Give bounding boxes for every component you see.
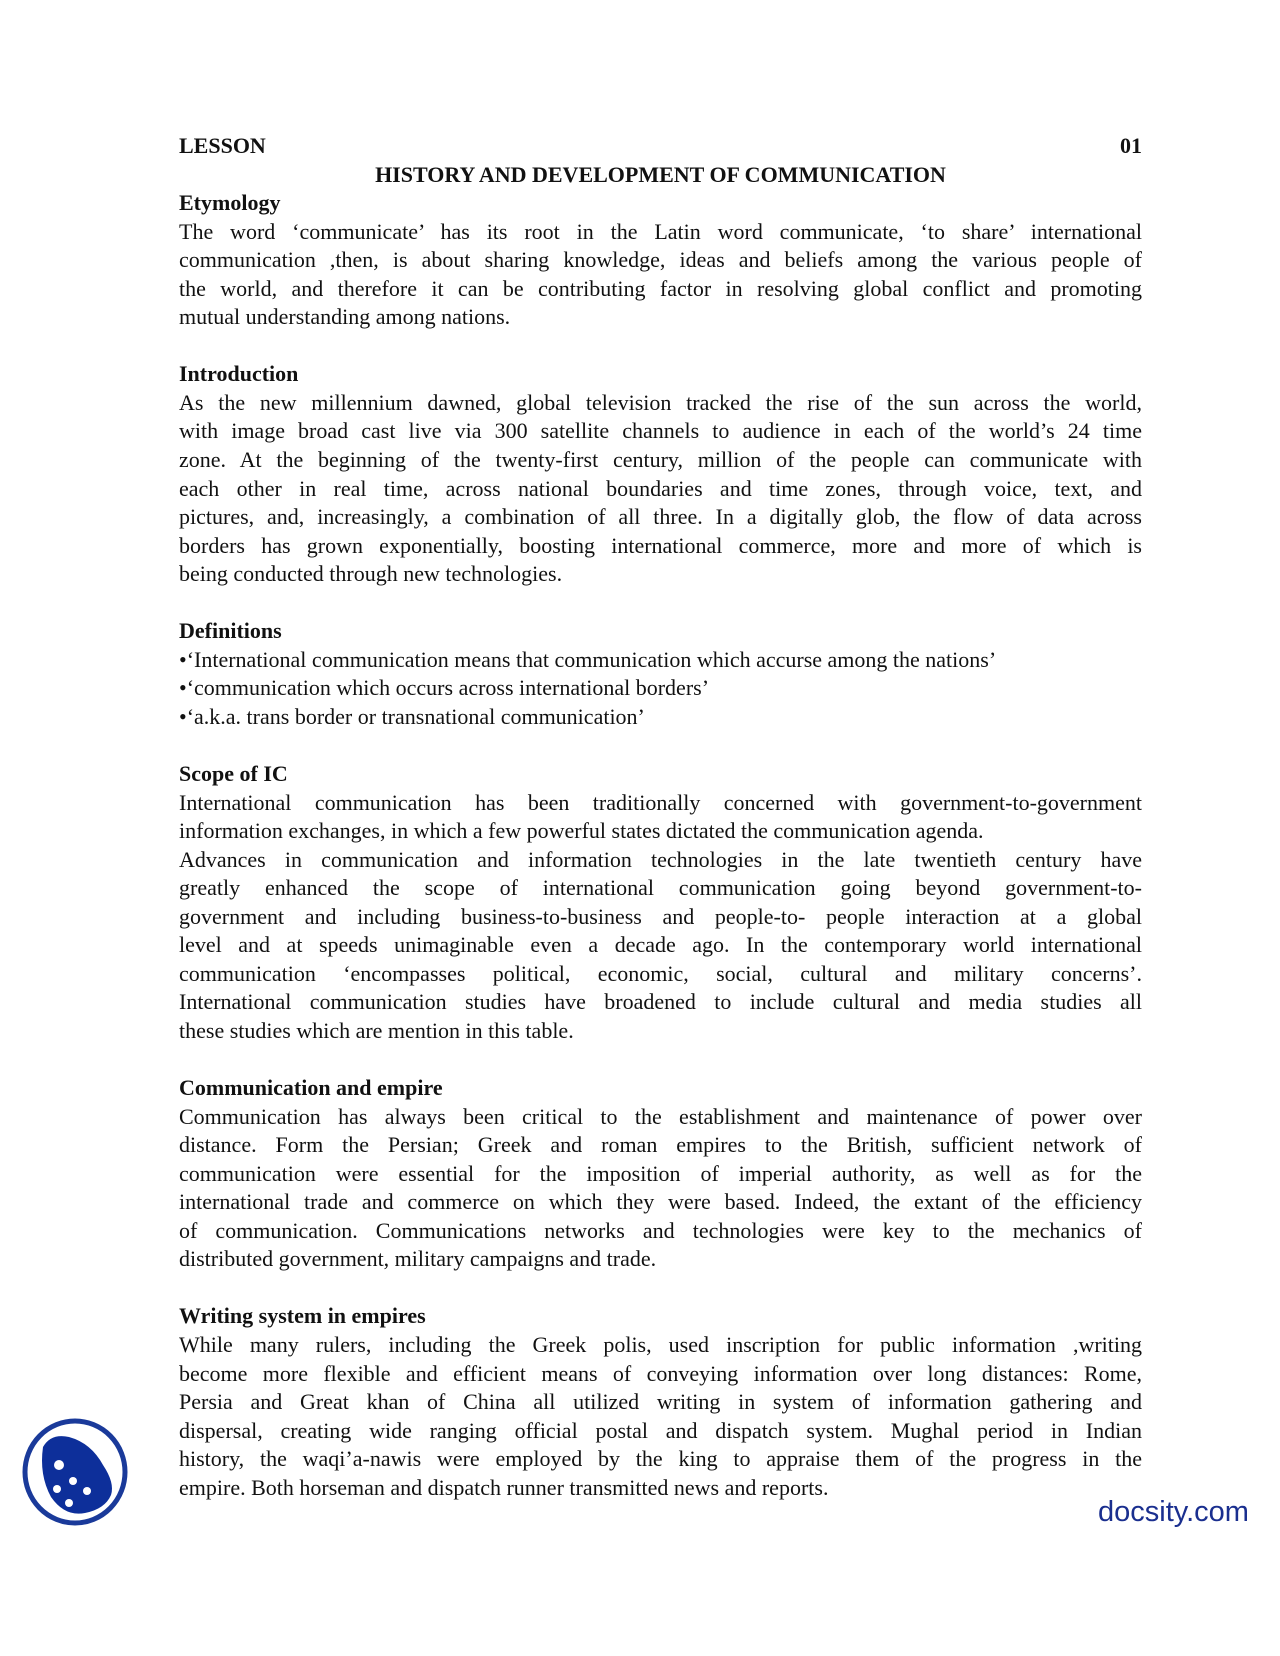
paragraph-line: these studies which are mention in this table. [179, 1017, 574, 1043]
paragraph-line: of communication. Communications networks and technologies were key to the mechanics of [179, 1217, 1142, 1243]
paragraph-line: While many rulers, including the Greek polis, used inscription for public information ,writing [179, 1331, 1142, 1357]
document-page [179, 132, 1142, 1502]
page-title: HISTORY AND DEVELOPMENT OF COMMUNICATION [375, 161, 946, 187]
paragraph-line: As the new millennium dawned, global television tracked the rise of the sun across the world, [179, 389, 1142, 415]
paragraph-line: information exchanges, in which a few powerful states dictated the communication agenda. [179, 818, 984, 844]
section-heading: Writing system in empires [179, 1303, 426, 1329]
paragraph-line: level and at speeds unimaginable even a decade ago. In the contemporary world international [179, 932, 1142, 958]
definition-bullet: •‘International communication means that communication which accurse among the nations’ [179, 646, 997, 672]
paragraph-line: pictures, and, increasingly, a combination of all three. In a digitally glob, the flow of data across [179, 504, 1142, 530]
paragraph-line: communication were essential for the imposition of imperial authority, as well as for the [179, 1160, 1142, 1186]
paragraph-line: International communication studies have broadened to include cultural and media studies all [179, 989, 1142, 1015]
spacer [179, 589, 1142, 618]
definition-bullet: •‘a.k.a. trans border or transnational communication’ [179, 703, 645, 729]
paragraph-line: Advances in communication and information technologies in the late twentieth century have [179, 846, 1142, 872]
section-heading: Communication and empire [179, 1075, 443, 1101]
paragraph-line: empire. Both horseman and dispatch runner transmitted news and reports. [179, 1474, 829, 1500]
paragraph-line: each other in real time, across national boundaries and time zones, through voice, text, and [179, 475, 1142, 501]
spacer [179, 1274, 1142, 1303]
paragraph-line: communication ,then, is about sharing knowledge, ideas and beliefs among the various people of [179, 247, 1142, 273]
definition-bullet: •‘communication which occurs across international borders’ [179, 675, 710, 701]
docsity-brand-link[interactable]: docsity.com [1098, 1496, 1249, 1528]
paragraph-line: distance. Form the Persian; Greek and roman empires to the British, sufficient network of [179, 1132, 1142, 1158]
paragraph-line: dispersal, creating wide ranging official postal and dispatch system. Mughal period in Indian [179, 1417, 1142, 1443]
paragraph-line: being conducted through new technologies. [179, 561, 563, 587]
paragraph-line: Communication has always been critical to the establishment and maintenance of power over [179, 1103, 1142, 1129]
docsity-logo-icon [21, 1417, 129, 1527]
paragraph-line: Persia and Great khan of China all utilized writing in system of information gathering and [179, 1389, 1142, 1415]
paragraph-line: distributed government, military campaigns and trade. [179, 1246, 657, 1272]
paragraph-line: history, the waqi’a-nawis were employed by the king to appraise them of the progress in the [179, 1446, 1142, 1472]
spacer [179, 332, 1142, 361]
section-heading: Introduction [179, 361, 299, 387]
section-heading: Etymology [179, 190, 281, 216]
sections [179, 189, 1142, 1502]
paragraph-line: The word ‘communicate’ has its root in the Latin word communicate, ‘to share’ international [179, 218, 1142, 244]
paragraph-line: mutual understanding among nations. [179, 304, 511, 330]
paragraph-line: become more flexible and efficient means of conveying information over long distances: Rome, [179, 1360, 1142, 1386]
section-heading: Scope of IC [179, 761, 288, 787]
paragraph-line: the world, and therefore it can be contributing factor in resolving global conflict and promoting [179, 275, 1142, 301]
section-heading: Definitions [179, 618, 282, 644]
paragraph-line: with image broad cast live via 300 satellite channels to audience in each of the world’s 24 time [179, 418, 1142, 444]
paragraph-line: greatly enhanced the scope of international communication going beyond government-to- [179, 875, 1142, 901]
paragraph-line: government and including business-to-business and people-to- people interaction at a global [179, 903, 1142, 929]
paragraph-line: communication ‘encompasses political, economic, social, cultural and military concerns’. [179, 960, 1142, 986]
spacer [179, 1046, 1142, 1075]
lesson-number: LESSON 01 [179, 133, 1142, 158]
spacer [179, 731, 1142, 760]
paragraph-line: zone. At the beginning of the twenty-first century, million of the people can communicate with [179, 447, 1142, 473]
paragraph-line: international trade and commerce on which they were based. Indeed, the extant of the efficiency [179, 1189, 1142, 1215]
paragraph-line: International communication has been traditionally concerned with government-to-government [179, 789, 1142, 815]
paragraph-line: borders has grown exponentially, boosting international commerce, more and more of which is [179, 532, 1142, 558]
